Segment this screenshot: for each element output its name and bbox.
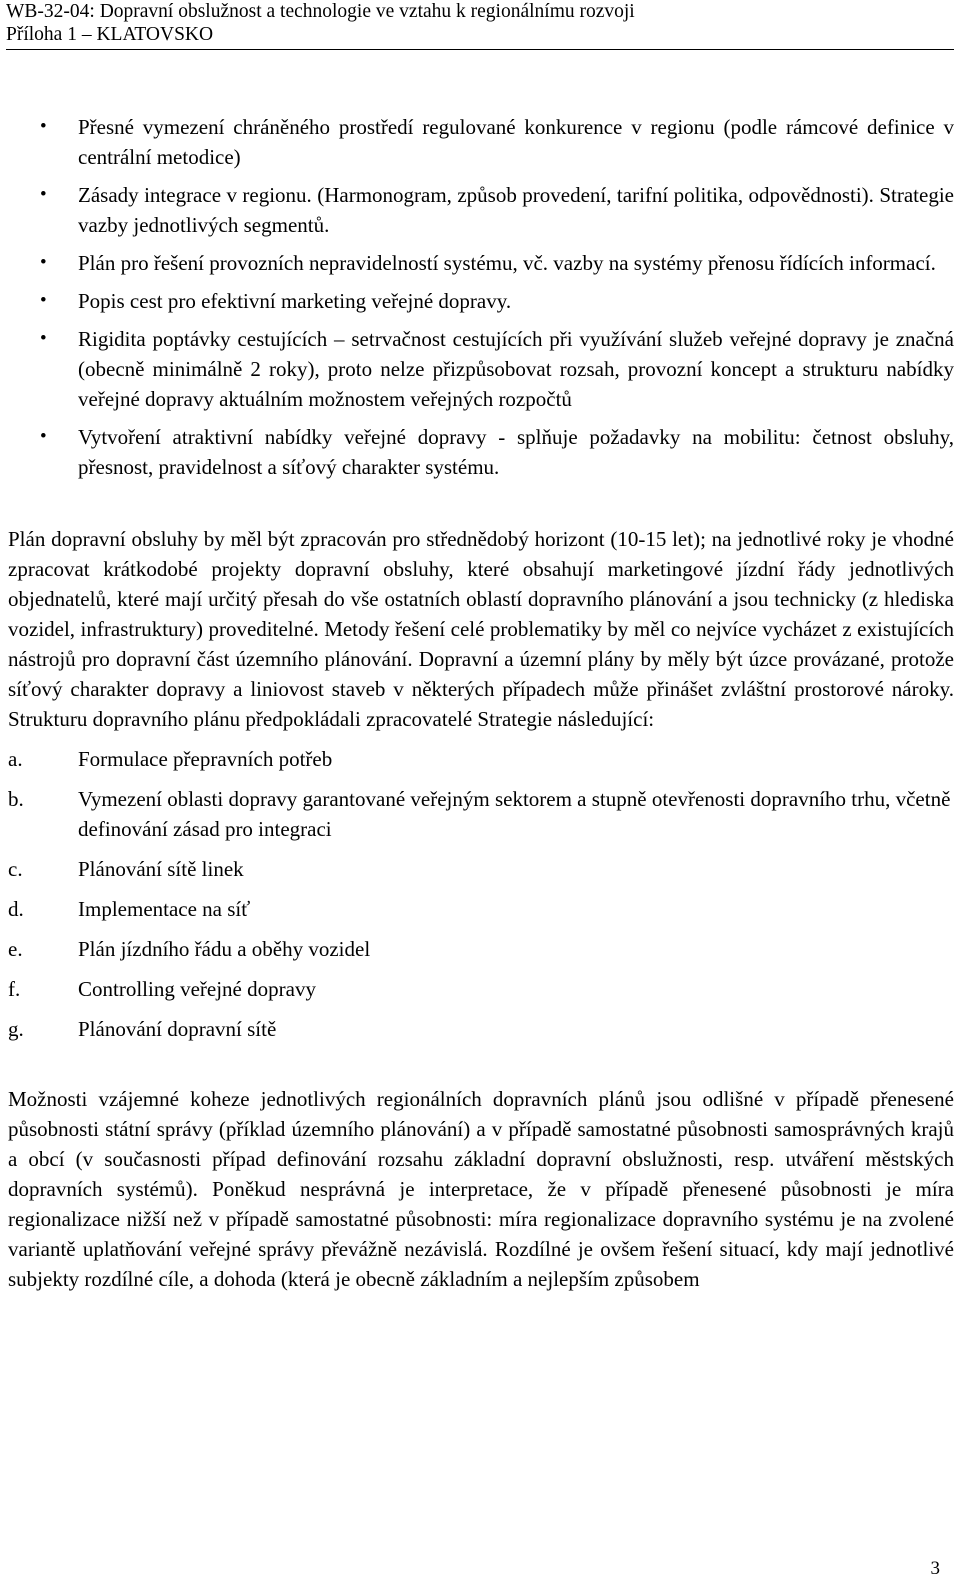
list-letter: g.: [8, 1017, 24, 1041]
list-letter: b.: [8, 787, 24, 811]
bullet-text: Přesné vymezení chráněného prostředí regulované konkurence v regionu (podle rámcové definice v centrální metodice): [78, 115, 954, 169]
list-item: [8, 1014, 954, 1044]
list-item: [8, 934, 954, 964]
lettered-list: [8, 744, 954, 1044]
bullet-text: Zásady integrace v regionu. (Harmonogram, způsob provedení, tarifní politika, odpovědnosti). Strategie vazby jednotlivých segmentů.: [78, 183, 954, 237]
list-item: [8, 894, 954, 924]
list-text: Plán jízdního řádu a oběhy vozidel: [78, 937, 371, 961]
list-text: Implementace na síť: [78, 897, 251, 921]
page-number: 3: [930, 1558, 940, 1579]
bullet-item: [8, 324, 954, 414]
bullet-text: Plán pro řešení provozních nepravidelností systému, vč. vazby na systémy přenosu řídících informací.: [78, 251, 936, 275]
list-text: Vymezení oblasti dopravy garantované veřejným sektorem a stupně otevřenosti dopravního trhu, včetně definování zásad pro integraci: [78, 787, 951, 841]
bullet-list: [8, 112, 954, 482]
header-title: WB-32-04: Dopravní obslužnost a technologie ve vztahu k regionálnímu rozvoji: [6, 1, 635, 22]
list-item: [8, 784, 954, 844]
list-text: Formulace přepravních potřeb: [78, 747, 333, 771]
bullet-text: Rigidita poptávky cestujících – setrvačnost cestujících při využívání služeb veřejné dopravy je značná (obecně minimálně 2 roky), proto nelze přizpůsobovat rozsah, provozní koncept a strukturu nabídky veřejné dopravy aktuálním možnostem veřejných rozpočtů: [78, 327, 954, 411]
bullet-text: Vytvoření atraktivní nabídky veřejné dopravy - splňuje požadavky na mobilitu: četnost obsluhy, přesnost, pravidelnost a síťový charakter systému.: [78, 425, 954, 479]
list-item: [8, 974, 954, 1004]
list-item: [8, 744, 954, 774]
bullet-icon: •: [40, 426, 47, 447]
list-letter: a.: [8, 747, 23, 771]
bullet-icon: •: [40, 290, 47, 311]
bullet-item: [8, 422, 954, 482]
bullet-item: [8, 248, 954, 278]
paragraph-plan: Plán dopravní obsluhy by měl být zpracován pro střednědobý horizont (10-15 let); na jednotlivé roky je vhodné zpracovat krátkodobé projekty dopravní obsluhy, které obsahují marketingové jízdní řády jednotlivých objednatelů, které mají určitý přesah do vše ostatních oblastí dopravního plánování a jsou technicky (z hlediska vozidel, infrastruktury) proveditelné. Metody řešení celé problematiky by měl co nejvíce vycházet z existujících nástrojů pro dopravní část územního plánování. Dopravní a územní plány by měly být úzce provázané, protože síťový charakter dopravy a liniovost staveb v některých případech může přinášet zvláštní prostorové nároky. Strukturu dopravního plánu předpokládali zpracovatelé Strategie následující:: [8, 527, 954, 731]
list-text: Controlling veřejné dopravy: [78, 977, 316, 1001]
list-letter: c.: [8, 857, 23, 881]
list-letter: d.: [8, 897, 24, 921]
list-item: [8, 854, 954, 884]
list-text: Plánování dopravní sítě: [78, 1017, 277, 1041]
page-content: [8, 112, 954, 1294]
bullet-item: [8, 286, 954, 316]
bullet-text: Popis cest pro efektivní marketing veřejné dopravy.: [78, 289, 512, 313]
bullet-icon: •: [40, 252, 47, 273]
list-text: Plánování sítě linek: [78, 857, 244, 881]
page-header: [6, 0, 954, 50]
header-subtitle: Příloha 1 – KLATOVSKO: [6, 24, 214, 45]
list-letter: e.: [8, 937, 23, 961]
bullet-icon: •: [40, 328, 47, 349]
bullet-item: [8, 180, 954, 240]
bullet-icon: •: [40, 184, 47, 205]
bullet-icon: •: [40, 116, 47, 137]
paragraph-cohesion: Možnosti vzájemné koheze jednotlivých regionálních dopravních plánů jsou odlišné v případě přenesené působnosti státní správy (příklad územního plánování) a v případě samostatné působnosti samosprávných krajů a obcí (v současnosti případ definování rozsahu základní dopravní obslužnosti, resp. utváření městských dopravních systémů). Poněkud nesprávná je interpretace, že v případě přenesené působnosti je míra regionalizace nižší než v případě samostatné působnosti: míra regionalizace dopravního systému je na zvolené variantě uplatňování veřejné správy převážně nezávislá. Rozdílné je ovšem řešení situací, kdy mají jednotlivé subjekty rozdílné cíle, a dohoda (která je obecně základním a nejlepším způsobem: [8, 1087, 954, 1291]
list-letter: f.: [8, 977, 21, 1001]
bullet-item: [8, 112, 954, 172]
